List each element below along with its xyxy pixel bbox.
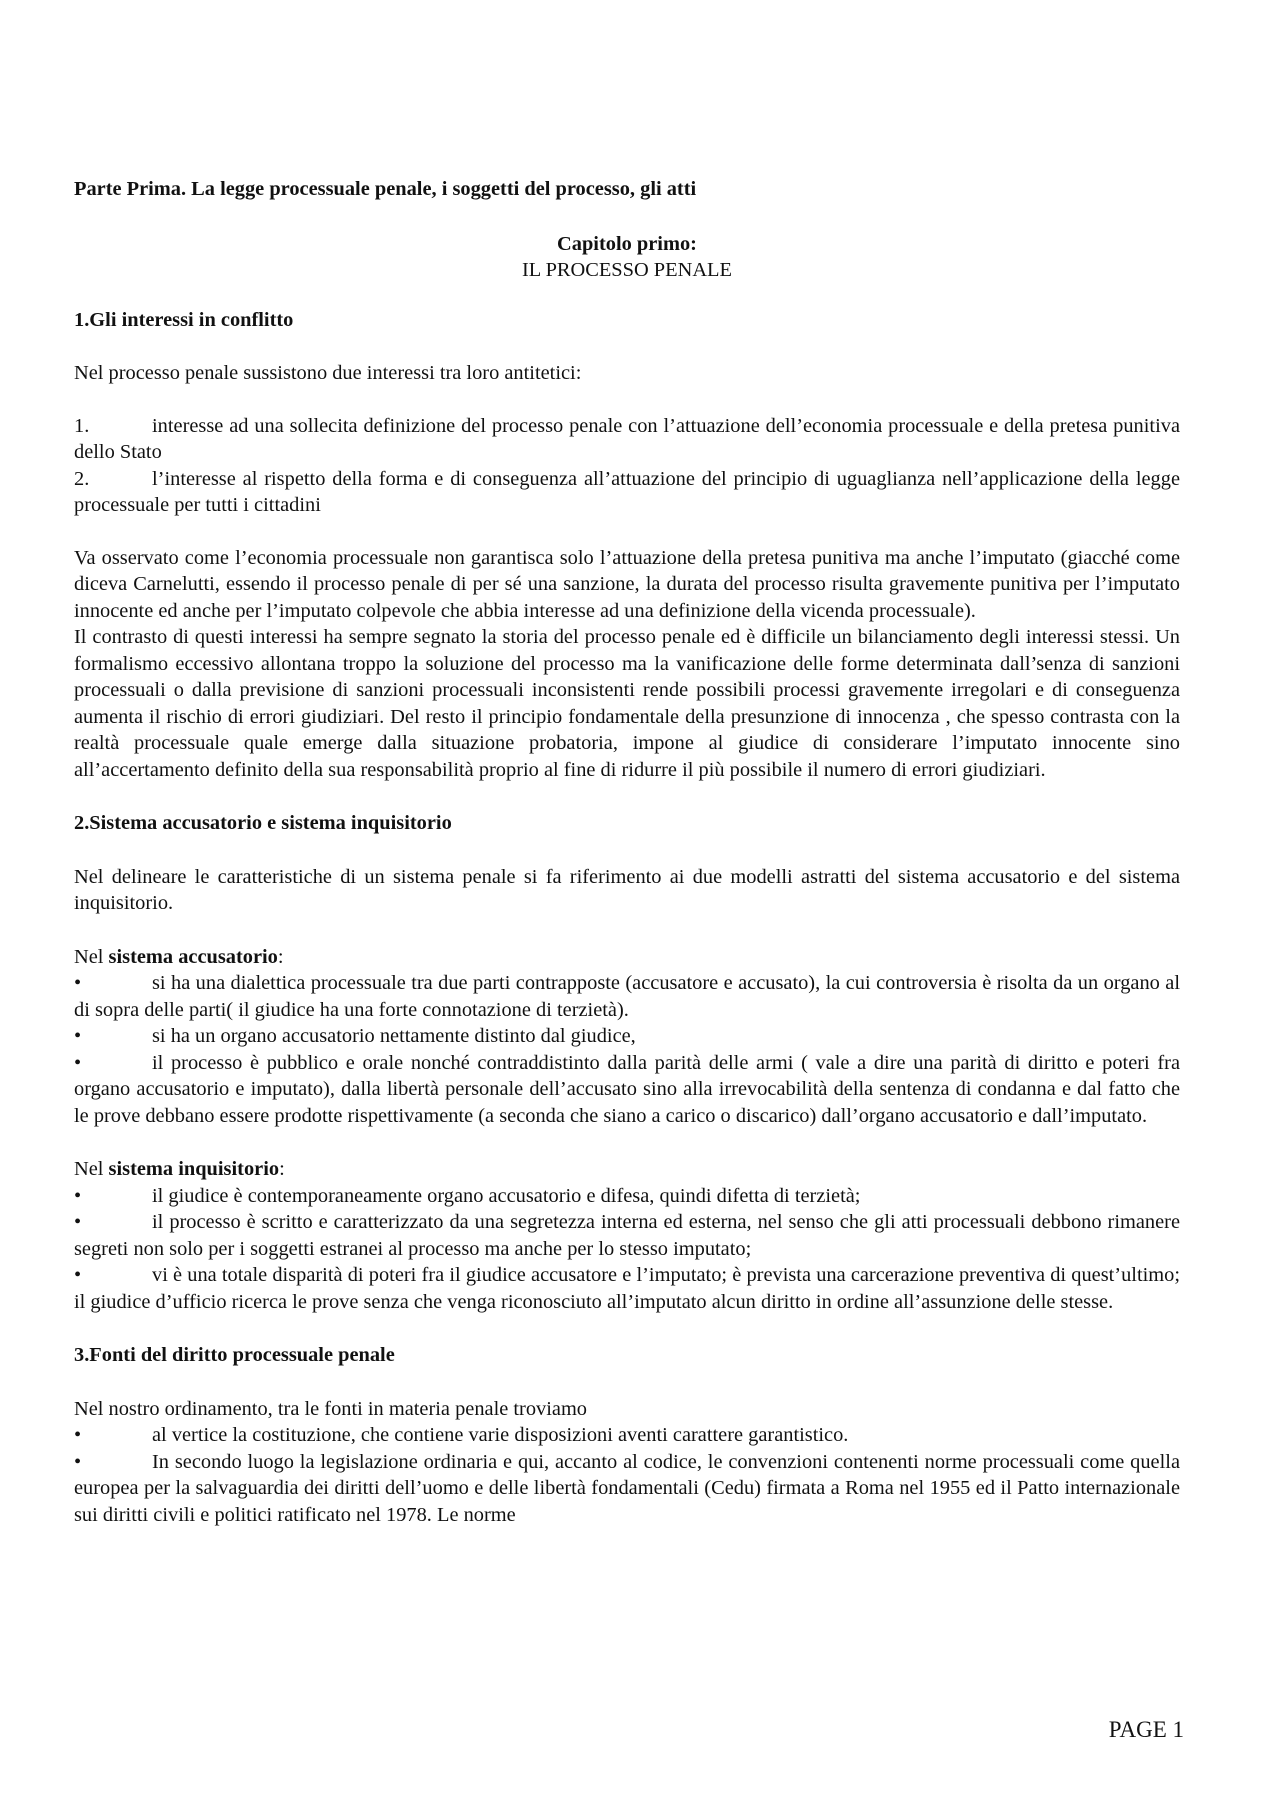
inquisitorio-term: sistema inquisitorio — [108, 1158, 280, 1180]
list-item — [74, 1023, 1180, 1050]
section-2-title: 2.Sistema accusatorio e sistema inquisitorio — [74, 812, 452, 834]
accusatorio-heading — [74, 944, 1180, 971]
list-item-text: il processo è pubblico e orale nonché contraddistinto dalla parità delle armi ( vale a dire una parità di diritto e poteri fra organo accusatorio e imputato), dalla libertà personale dell’accusato sino alla irrevocabilità della sentenza di condanna e dal fatto che le prove debbano essere prodotte rispettivamente (a seconda che siano a carico o discarico) dall’organo accusatorio e dall’imputato. — [74, 1051, 1180, 1127]
list-item — [74, 466, 1180, 519]
bullet-marker: • — [74, 1264, 82, 1286]
bullet-marker: • — [74, 1424, 82, 1446]
paragraph: Va osservato come l’economia processuale non garantisca solo l’attuazione della pretesa punitiva ma anche l’imputato (giacché come diceva Carnelutti, essendo il processo penale di per sé una sanzione, la durata del processo risulta gravemente punitiva per l’imputato innocente ed anche per l’imputato colpevole che abbia interesse ad una definizione della vicenda processuale). — [74, 546, 1180, 622]
bullet-marker: • — [74, 1025, 82, 1047]
list-item-text: vi è una totale disparità di poteri fra il giudice accusatore e l’imputato; è prevista una carcerazione preventiva di quest’ultimo; il giudice d’ufficio ricerca le prove senza che venga riconosciuto all’imputato alcun diritto in ordine all’assunzione delle stesse. — [74, 1264, 1180, 1313]
list-item-text: il processo è scritto e caratterizzato da una segretezza interna ed esterna, nel senso che gli atti processuali debbono rimanere segreti non solo per i soggetti estranei al processo ma anche per lo stesso imputato; — [74, 1211, 1180, 1260]
paragraph: Il contrasto di questi interessi ha sempre segnato la storia del processo penale ed è difficile un bilanciamento degli interessi stessi. Un formalismo eccessivo allontana troppo la soluzione del processo ma la vanificazione delle forme determinata dall’senza di sanzioni processuali o dalla previsione di sanzioni processuali inconsistenti rende possibili processi gravemente irregolari e di conseguenza aumenta il rischio di errori giudiziari. Del resto il principio fondamentale della presunzione di innocenza , che spesso contrasta con la realtà processuale quale emerge dalla situazione probatoria, impone al giudice di considerare l’imputato innocente sino all’accertamento definito della sua responsabilità proprio al fine di ridurre il più possibile il numero di errori giudiziari. — [74, 626, 1180, 781]
list-item-text: si ha un organo accusatorio nettamente distinto dal giudice, — [152, 1025, 636, 1047]
section-1-intro: Nel processo penale sussistono due interessi tra loro antitetici: — [74, 362, 582, 384]
inquisitorio-suffix: : — [279, 1158, 285, 1180]
bullet-marker: • — [74, 1051, 82, 1074]
list-item — [74, 413, 1180, 466]
bullet-marker: • — [74, 1211, 82, 1233]
document-page — [74, 176, 1180, 1528]
bullet-marker: • — [74, 972, 82, 994]
inquisitorio-heading — [74, 1156, 1180, 1183]
section-1-title: 1.Gli interessi in conflitto — [74, 308, 294, 331]
list-marker: 1. — [74, 414, 90, 437]
chapter-label: Capitolo primo: — [557, 232, 697, 255]
list-item — [74, 1422, 1180, 1449]
list-item-text: interesse ad una sollecita definizione del processo penale con l’attuazione dell’economia processuale e della pretesa punitiva dello Stato — [74, 414, 1180, 463]
page-number: PAGE 1 — [1108, 1717, 1184, 1742]
list-item-text: al vertice la costituzione, che contiene varie disposizioni aventi carattere garantistico. — [152, 1424, 849, 1446]
inquisitorio-prefix: Nel — [74, 1158, 109, 1180]
list-item-text: l’interesse al rispetto della forma e di conseguenza all’attuazione del principio di uguaglianza nell’applicazione della legge processuale per tutti i cittadini — [74, 467, 1180, 516]
section-3-title: 3.Fonti del diritto processuale penale — [74, 1344, 395, 1366]
bullet-marker: • — [74, 1450, 82, 1473]
bullet-marker: • — [74, 1184, 82, 1207]
chapter-title: IL PROCESSO PENALE — [522, 259, 732, 281]
list-item-text: il giudice è contemporaneamente organo accusatorio e difesa, quindi difetta di terzietà; — [152, 1184, 861, 1207]
list-item — [74, 1050, 1180, 1130]
list-item — [74, 1449, 1180, 1529]
list-marker: 2. — [74, 467, 90, 490]
part-title: Parte Prima. La legge processuale penale, i soggetti del processo, gli atti — [74, 178, 697, 200]
accusatorio-prefix: Nel — [74, 945, 109, 968]
list-item-text: In secondo luogo la legislazione ordinaria e qui, accanto al codice, le convenzioni contenenti norme processuali come quella europea per la salvaguardia dei diritti dell’uomo e delle libertà fondamentali (Cedu) firmata a Roma nel 1955 ed il Patto internazionale sui diritti civili e politici ratificato nel 1978. Le norme — [74, 1450, 1180, 1526]
accusatorio-suffix: : — [277, 945, 284, 968]
section-2-intro: Nel delineare le caratteristiche di un sistema penale si fa riferimento ai due modelli astratti del sistema accusatorio e del sistema inquisitorio. — [74, 865, 1180, 914]
list-item — [74, 1262, 1180, 1315]
list-item — [74, 970, 1180, 1023]
chapter-heading — [74, 231, 1180, 284]
list-item — [74, 1183, 1180, 1210]
section-3-intro: Nel nostro ordinamento, tra le fonti in materia penale troviamo — [74, 1397, 588, 1420]
list-item — [74, 1209, 1180, 1262]
list-item-text: si ha una dialettica processuale tra due parti contrapposte (accusatore e accusato), la cui controversia è risolta da un organo al di sopra delle parti( il giudice ha una forte connotazione di terzietà). — [74, 972, 1180, 1021]
accusatorio-term: sistema accusatorio — [108, 945, 278, 968]
